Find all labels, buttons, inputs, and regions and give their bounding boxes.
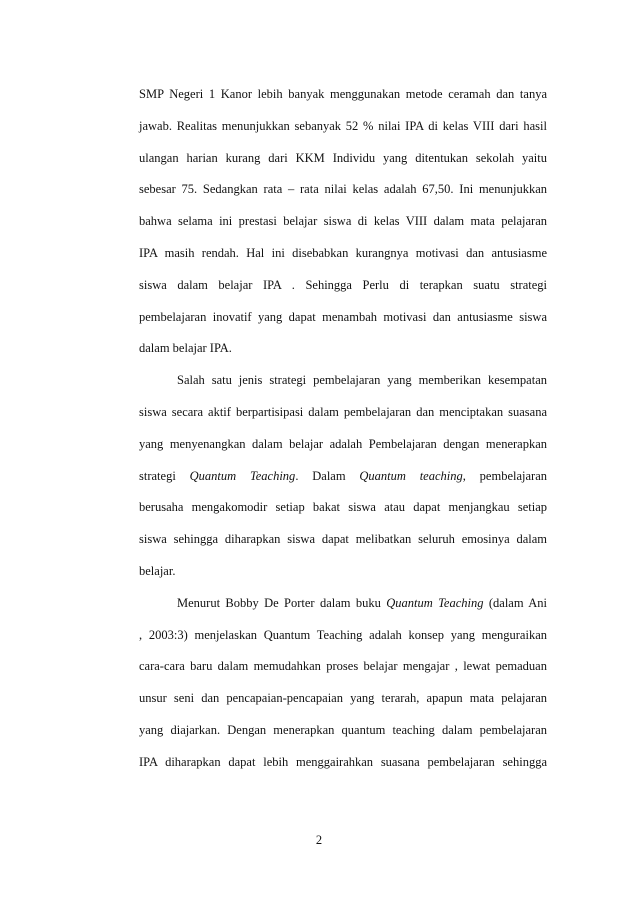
text-line: dalam belajar IPA. <box>139 341 232 356</box>
text-line: belajar. <box>139 564 176 578</box>
text-line: berusaha mengakomodir setiap bakat siswa atau dapat menjangkau setiap <box>139 500 547 515</box>
text-line-mixed <box>177 593 547 613</box>
page-number: 2 <box>315 833 323 847</box>
text-line: bahwa selama ini prestasi belajar siswa di kelas VIII dalam mata pelajaran <box>139 214 547 229</box>
text-line: SMP Negeri 1 Kanor lebih banyak menggunakan metode ceramah dan tanya <box>139 87 547 101</box>
text-run: strategi <box>139 468 190 483</box>
text-run: Menurut Bobby De Porter dalam buku <box>177 595 387 610</box>
text-line: yang menyenangkan dalam belajar adalah Pembelajaran dengan menerapkan <box>139 436 547 451</box>
text-line: IPA diharapkan dapat lebih menggairahkan suasana pembelajaran sehingga <box>139 754 547 769</box>
text-line: sebesar 75. Sedangkan rata – rata nilai kelas adalah 67,50. Ini menunjukkan <box>139 182 547 197</box>
text-line: Salah satu jenis strategi pembelajaran yang memberikan kesempatan <box>177 373 547 388</box>
text-line: cara-cara baru dalam memudahkan proses belajar mengajar , lewat pemaduan <box>139 659 547 674</box>
italic-term: Quantum teaching <box>359 468 463 483</box>
text-line: ulangan harian kurang dari KKM Individu yang ditentukan sekolah yaitu <box>139 150 547 165</box>
text-line: siswa secara aktif berpartisipasi dalam pembelajaran dan menciptakan suasana <box>139 405 547 419</box>
italic-term: Quantum Teaching <box>386 595 484 610</box>
text-line: unsur seni dan pencapaian-pencapaian yang terarah, apapun mata pelajaran <box>139 691 547 706</box>
text-line: siswa sehingga diharapkan siswa dapat melibatkan seluruh emosinya dalam <box>139 532 547 547</box>
text-run: (dalam Ani <box>483 595 547 610</box>
text-line: yang diajarkan. Dengan menerapkan quantum teaching dalam pembelajaran <box>139 723 547 737</box>
text-line: siswa dalam belajar IPA . Sehingga Perlu di terapkan suatu strategi <box>139 277 547 292</box>
text-line-mixed <box>139 466 547 486</box>
text-line: jawab. Realitas menunjukkan sebanyak 52 % nilai IPA di kelas VIII dari hasil <box>139 118 547 133</box>
italic-term: Quantum Teaching <box>189 468 296 483</box>
text-line: pembelajaran inovatif yang dapat menambah motivasi dan antusiasme siswa <box>139 309 547 324</box>
text-line: , 2003:3) menjelaskan Quantum Teaching adalah konsep yang menguraikan <box>139 627 547 642</box>
text-run: , pembelajaran <box>462 468 547 483</box>
text-line: IPA masih rendah. Hal ini disebabkan kurangnya motivasi dan antusiasme <box>139 246 547 260</box>
text-run: . Dalam <box>295 468 360 483</box>
